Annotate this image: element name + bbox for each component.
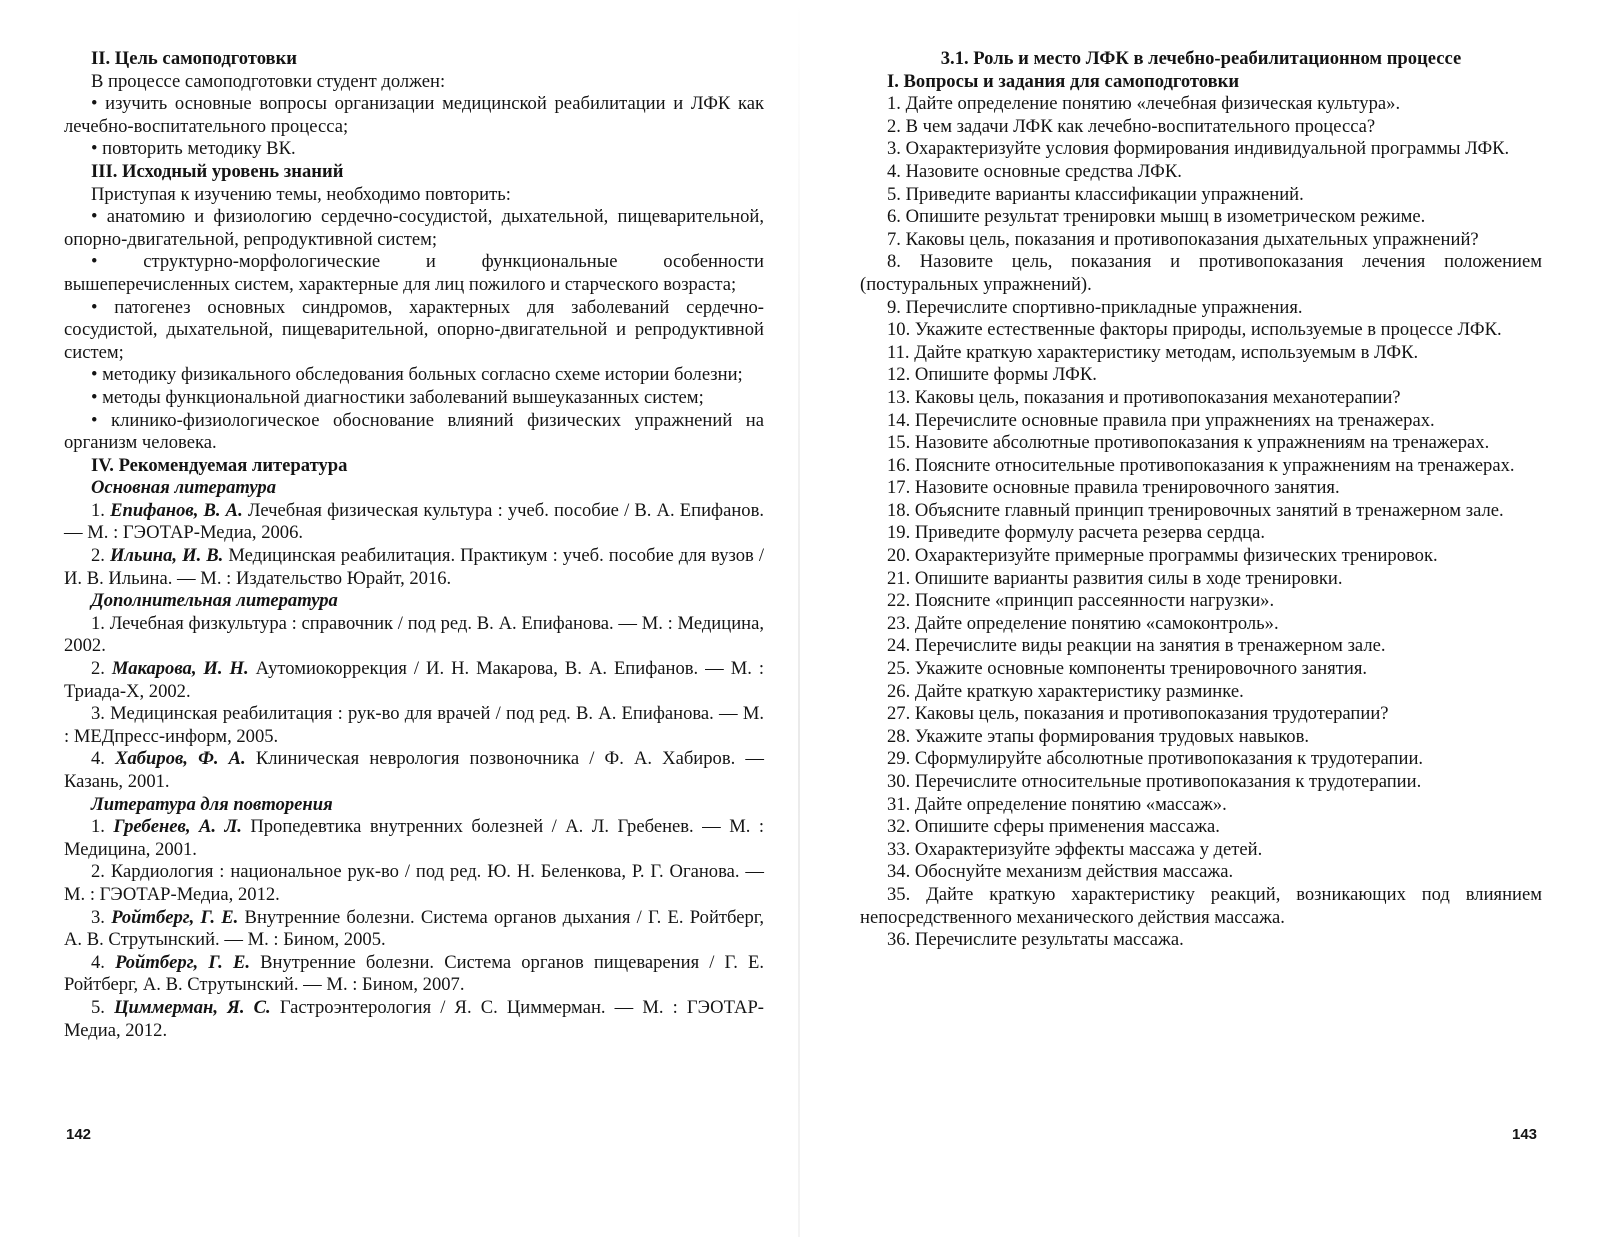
question-item: 7. Каковы цель, показания и противопоказания дыхательных упражнений? bbox=[887, 228, 1479, 250]
baseline-item: • анатомию и физиологию сердечно-сосудистой, дыхательной, пищеварительной, опорно-двигательной, репродуктивной систем; bbox=[64, 206, 764, 250]
question-item: 10. Укажите естественные факторы природы, используемые в процессе ЛФК. bbox=[887, 319, 1502, 341]
question-item: 28. Укажите этапы формирования трудовых навыков. bbox=[887, 725, 1310, 747]
page-number-right: 143 bbox=[1512, 1126, 1538, 1143]
book-gutter bbox=[798, 0, 800, 1237]
question-item: 15. Назовите абсолютные противопоказания к упражнениям на тренажерах. bbox=[887, 432, 1490, 454]
question-item: 18. Объясните главный принцип тренировочных занятий в тренажерном зале. bbox=[887, 499, 1504, 521]
goal-item: • изучить основные вопросы организации медицинской реабилитации и ЛФК как лечебно-воспитательного процесса; bbox=[64, 93, 764, 137]
baseline-item: • методику физикального обследования больных согласно схеме истории болезни; bbox=[91, 364, 743, 386]
reference-item: 1. Гребенев, А. Л. Пропедевтика внутренних болезней / А. Л. Гребенев. — М. : Медицина, 2001. bbox=[64, 816, 765, 860]
reference-item: 5. Циммерман, Я. С. Гастроэнтерология / Я. С. Циммерман. — М. : ГЭОТАР-Медиа, 2012. bbox=[64, 996, 765, 1041]
questions-list bbox=[860, 93, 1542, 952]
baseline-intro: Приступая к изучению темы, необходимо повторить: bbox=[91, 183, 511, 205]
page-number-left: 142 bbox=[66, 1126, 92, 1143]
question-item: 30. Перечислите относительные противопоказания к трудотерапии. bbox=[887, 771, 1422, 792]
question-item: 6. Опишите результат тренировки мышц в изометрическом режиме. bbox=[887, 206, 1426, 228]
question-item: 21. Опишите варианты развития силы в ходе тренировки. bbox=[887, 567, 1343, 589]
question-item: 12. Опишите формы ЛФК. bbox=[887, 364, 1097, 386]
reference-author: Епифанов, В. А. bbox=[110, 499, 243, 521]
baseline-item: • методы функциональной диагностики заболеваний вышеуказанных систем; bbox=[91, 386, 704, 408]
reference-item: 2. Ильина, И. В. Медицинская реабилитация. Практикум : учеб. пособие для вузов / И. В. Ильина. — М. : Издательство Юрайт, 2016. bbox=[64, 545, 764, 589]
question-item: 19. Приведите формулу расчета резерва сердца. bbox=[887, 522, 1266, 544]
section-heading-goal: II. Цель самоподготовки bbox=[91, 48, 297, 69]
section-title: 3.1. Роль и место ЛФК в лечебно-реабилитационном процессе bbox=[940, 48, 1462, 69]
question-item: 4. Назовите основные средства ЛФК. bbox=[887, 160, 1182, 182]
baseline-item: • структурно-морфологические и функциональные особенности вышеперечисленных систем, характерные для лиц пожилого и старческого возраста; bbox=[64, 251, 764, 295]
reference-author: Гребенев, А. Л. bbox=[113, 816, 242, 838]
questions-heading: I. Вопросы и задания для самоподготовки bbox=[887, 70, 1240, 92]
reference-author: Циммерман, Я. С. bbox=[114, 996, 271, 1018]
question-item: 17. Назовите основные правила тренировочного занятия. bbox=[887, 477, 1340, 499]
literature-main-title: Основная литература bbox=[91, 477, 277, 499]
section-heading-baseline: III. Исходный уровень знаний bbox=[91, 160, 344, 182]
reference-author: Макарова, И. Н. bbox=[111, 658, 249, 680]
question-item: 31. Дайте определение понятию «массаж». bbox=[887, 793, 1227, 815]
question-item: 1. Дайте определение понятию «лечебная физическая культура». bbox=[887, 93, 1401, 115]
question-item: 23. Дайте определение понятию «самоконтроль». bbox=[887, 612, 1279, 634]
question-item: 26. Дайте краткую характеристику разминке. bbox=[887, 680, 1244, 702]
question-item: 22. Поясните «принцип рассеянности нагрузки». bbox=[887, 590, 1275, 612]
reference-item: 3. Ройтберг, Г. Е. Внутренние болезни. Система органов дыхания / Г. Е. Ройтберг, А. В. Струтынский. — М. : Бином, 2005. bbox=[64, 906, 764, 951]
question-item: 9. Перечислите спортивно-прикладные упражнения. bbox=[887, 296, 1303, 318]
reference-item: 4. Хабиров, Ф. А. Клиническая неврология позвоночника / Ф. А. Хабиров. — Казань, 2001. bbox=[64, 748, 764, 792]
question-item: 36. Перечислите результаты массажа. bbox=[887, 929, 1184, 951]
reference-author: Ильина, И. В. bbox=[109, 545, 224, 567]
question-item: 32. Опишите сферы применения массажа. bbox=[887, 816, 1220, 838]
reference-author: Ройтберг, Г. Е. bbox=[111, 906, 239, 928]
reference-item: 2. Кардиология : национальное рук-во / под ред. Ю. Н. Беленкова, Р. Г. Оганова. — М. : ГЭОТАР-Медиа, 2012. bbox=[64, 861, 764, 905]
goal-intro: В процессе самоподготовки студент должен: bbox=[91, 70, 446, 92]
question-item: 25. Укажите основные компоненты тренировочного занятия. bbox=[887, 658, 1368, 680]
literature-repeat-title: Литература для повторения bbox=[91, 793, 333, 815]
question-item: 13. Каковы цель, показания и противопоказания механотерапии? bbox=[887, 386, 1401, 408]
reference-item: 2. Макарова, И. Н. Аутомиокоррекция / И. Н. Макарова, В. А. Епифанов. — М. : Триада-Х, 2002. bbox=[64, 658, 765, 702]
baseline-item: • патогенез основных синдромов, характерных для заболеваний сердечно-сосудистой, дыхательной, пищеварительной, опорно-двигательной и репродуктивной систем; bbox=[64, 296, 764, 363]
question-item: 2. В чем задачи ЛФК как лечебно-воспитательного процесса? bbox=[887, 115, 1376, 137]
question-item: 20. Охарактеризуйте примерные программы физических тренировок. bbox=[887, 545, 1438, 567]
reference-item: 3. Медицинская реабилитация : рук-во для врачей / под ред. В. А. Епифанова. — М. : МЕДпресс-информ, 2005. bbox=[64, 703, 764, 747]
right-page bbox=[860, 48, 1542, 952]
question-item: 14. Перечислите основные правила при упражнениях на тренажерах. bbox=[887, 409, 1435, 431]
question-item: 16. Поясните относительные противопоказания к упражнениям на тренажерах. bbox=[887, 454, 1515, 476]
question-item: 33. Охарактеризуйте эффекты массажа у детей. bbox=[887, 838, 1263, 860]
question-item: 29. Сформулируйте абсолютные противопоказания к трудотерапии. bbox=[887, 748, 1424, 770]
baseline-item: • клинико-физиологическое обоснование влияний физических упражнений на организм человека. bbox=[64, 409, 764, 454]
question-item: 34. Обоснуйте механизм действия массажа. bbox=[887, 861, 1234, 883]
question-item: 35. Дайте краткую характеристику реакций, возникающих под влиянием непосредственного механического действия массажа. bbox=[860, 883, 1542, 928]
question-item: 5. Приведите варианты классификации упражнений. bbox=[887, 183, 1304, 205]
literature-extra-title: Дополнительная литература bbox=[91, 590, 338, 612]
reference-item: 4. Ройтберг, Г. Е. Внутренние болезни. Система органов пищеварения / Г. Е. Ройтберг, А. В. Струтынский. — М. : Бином, 2007. bbox=[64, 951, 764, 996]
reference-author: Хабиров, Ф. А. bbox=[115, 748, 246, 770]
section-heading-literature: IV. Рекомендуемая литература bbox=[91, 454, 348, 476]
question-item: 27. Каковы цель, показания и противопоказания трудотерапии? bbox=[887, 703, 1389, 725]
reference-item: 1. Епифанов, В. А. Лечебная физическая культура : учеб. пособие / В. А. Епифанов. — М. : ГЭОТАР-Медиа, 2006. bbox=[64, 499, 765, 544]
question-item: 24. Перечислите виды реакции на занятия в тренажерном зале. bbox=[887, 635, 1386, 657]
question-item: 3. Охарактеризуйте условия формирования индивидуальной программы ЛФК. bbox=[887, 138, 1510, 160]
goal-item: • повторить методику ВК. bbox=[91, 138, 296, 160]
reference-item: 1. Лечебная физкультура : справочник / под ред. В. А. Епифанова. — М. : Медицина, 2002. bbox=[64, 612, 764, 657]
reference-author: Ройтберг, Г. Е. bbox=[115, 951, 250, 973]
question-item: 11. Дайте краткую характеристику методам, используемым в ЛФК. bbox=[887, 341, 1419, 363]
left-page bbox=[64, 48, 764, 1042]
question-item: 8. Назовите цель, показания и противопоказания лечения положением (постуральных упражнений). bbox=[860, 251, 1542, 295]
